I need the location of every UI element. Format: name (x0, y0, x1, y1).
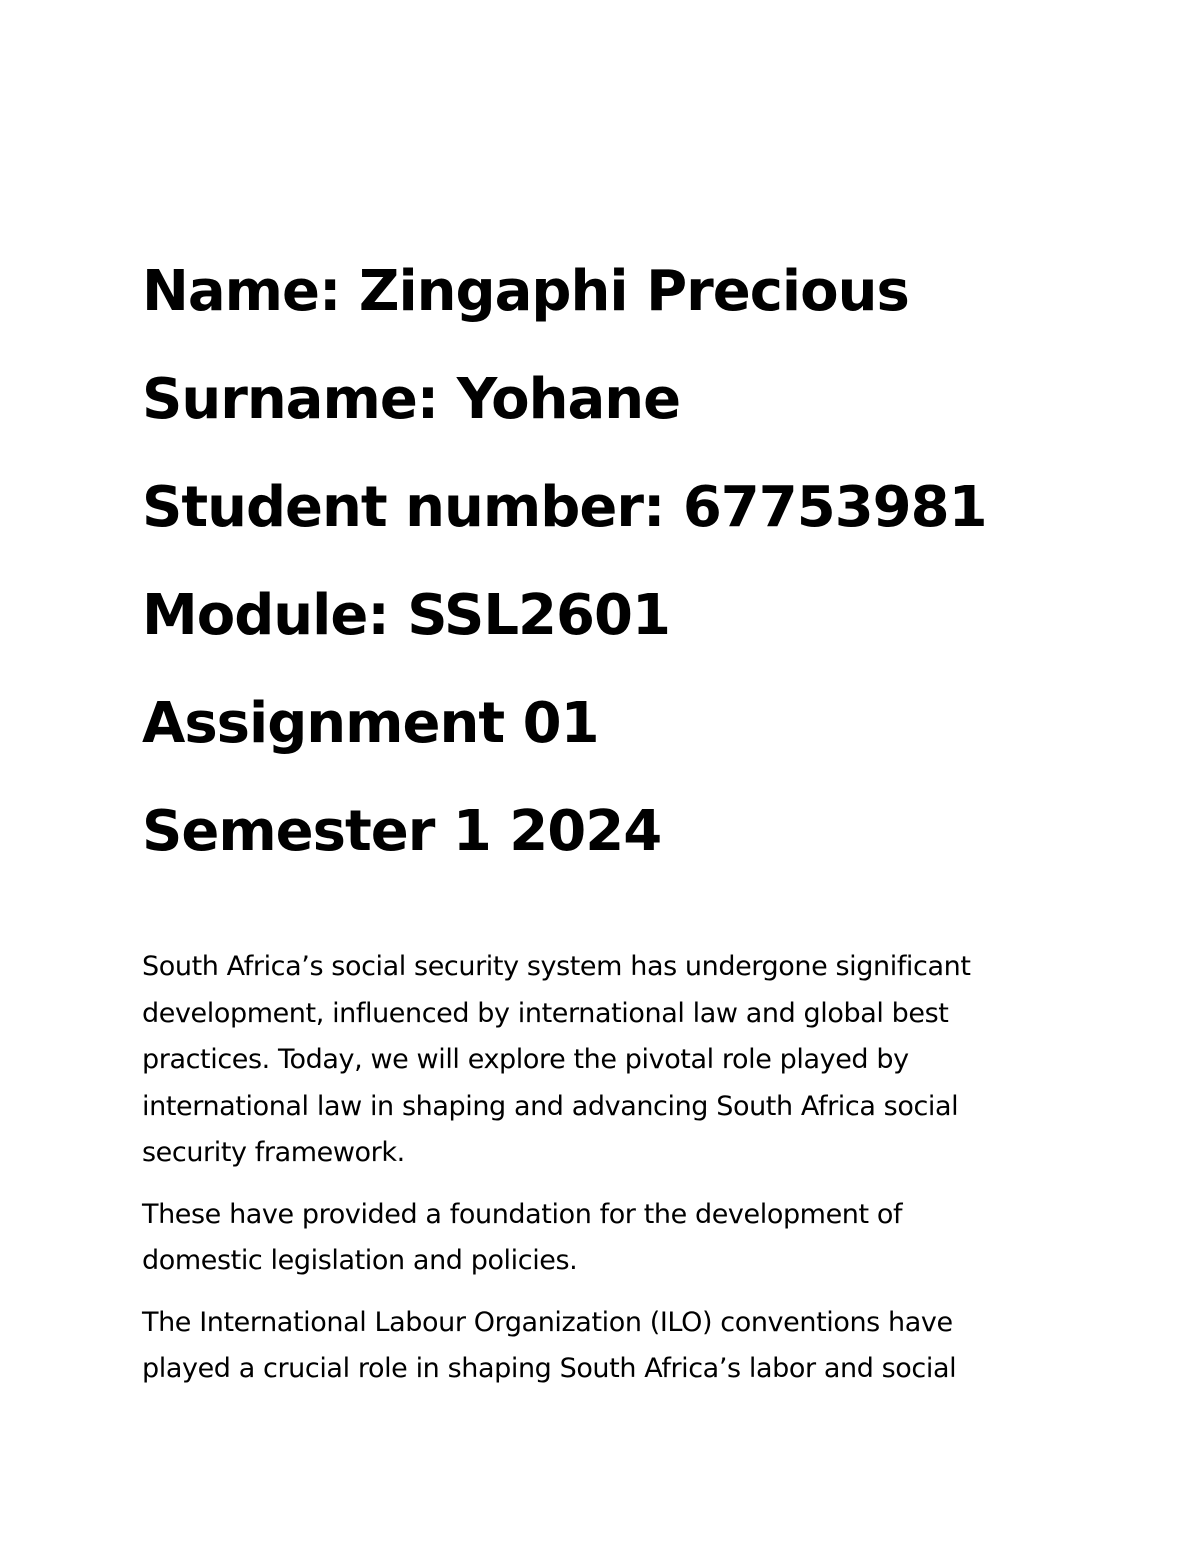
text-line: South Africa’s social security system has undergone significant (142, 951, 971, 982)
text-line: security framework. (142, 1137, 405, 1168)
text-line: practices. Today, we will explore the pivotal role played by (142, 1044, 909, 1075)
paragraph-intro (142, 944, 1062, 1177)
text-line: development, influenced by international law and global best (142, 997, 949, 1029)
semester-line: Semester 1 2024 (142, 799, 662, 864)
body-text (142, 944, 1062, 1408)
assignment-line: Assignment 01 (142, 691, 599, 756)
text-line: international law in shaping and advancing South Africa social (142, 1090, 959, 1122)
name-line: Name: Zingaphi Precious (142, 259, 909, 324)
surname-line: Surname: Yohane (142, 367, 681, 432)
text-line: The International Labour Organization (ILO) conventions have (142, 1306, 953, 1338)
module-line: Module: SSL2601 (142, 583, 670, 648)
paragraph-ilo (142, 1300, 1062, 1393)
text-line: These have provided a foundation for the development of (142, 1198, 903, 1230)
paragraph-foundation (142, 1192, 1062, 1285)
cover-details (142, 238, 1102, 886)
text-line: domestic legislation and policies. (142, 1245, 578, 1276)
text-line: played a crucial role in shaping South Africa’s labor and social (142, 1353, 957, 1384)
student-number-line: Student number: 67753981 (142, 475, 987, 540)
